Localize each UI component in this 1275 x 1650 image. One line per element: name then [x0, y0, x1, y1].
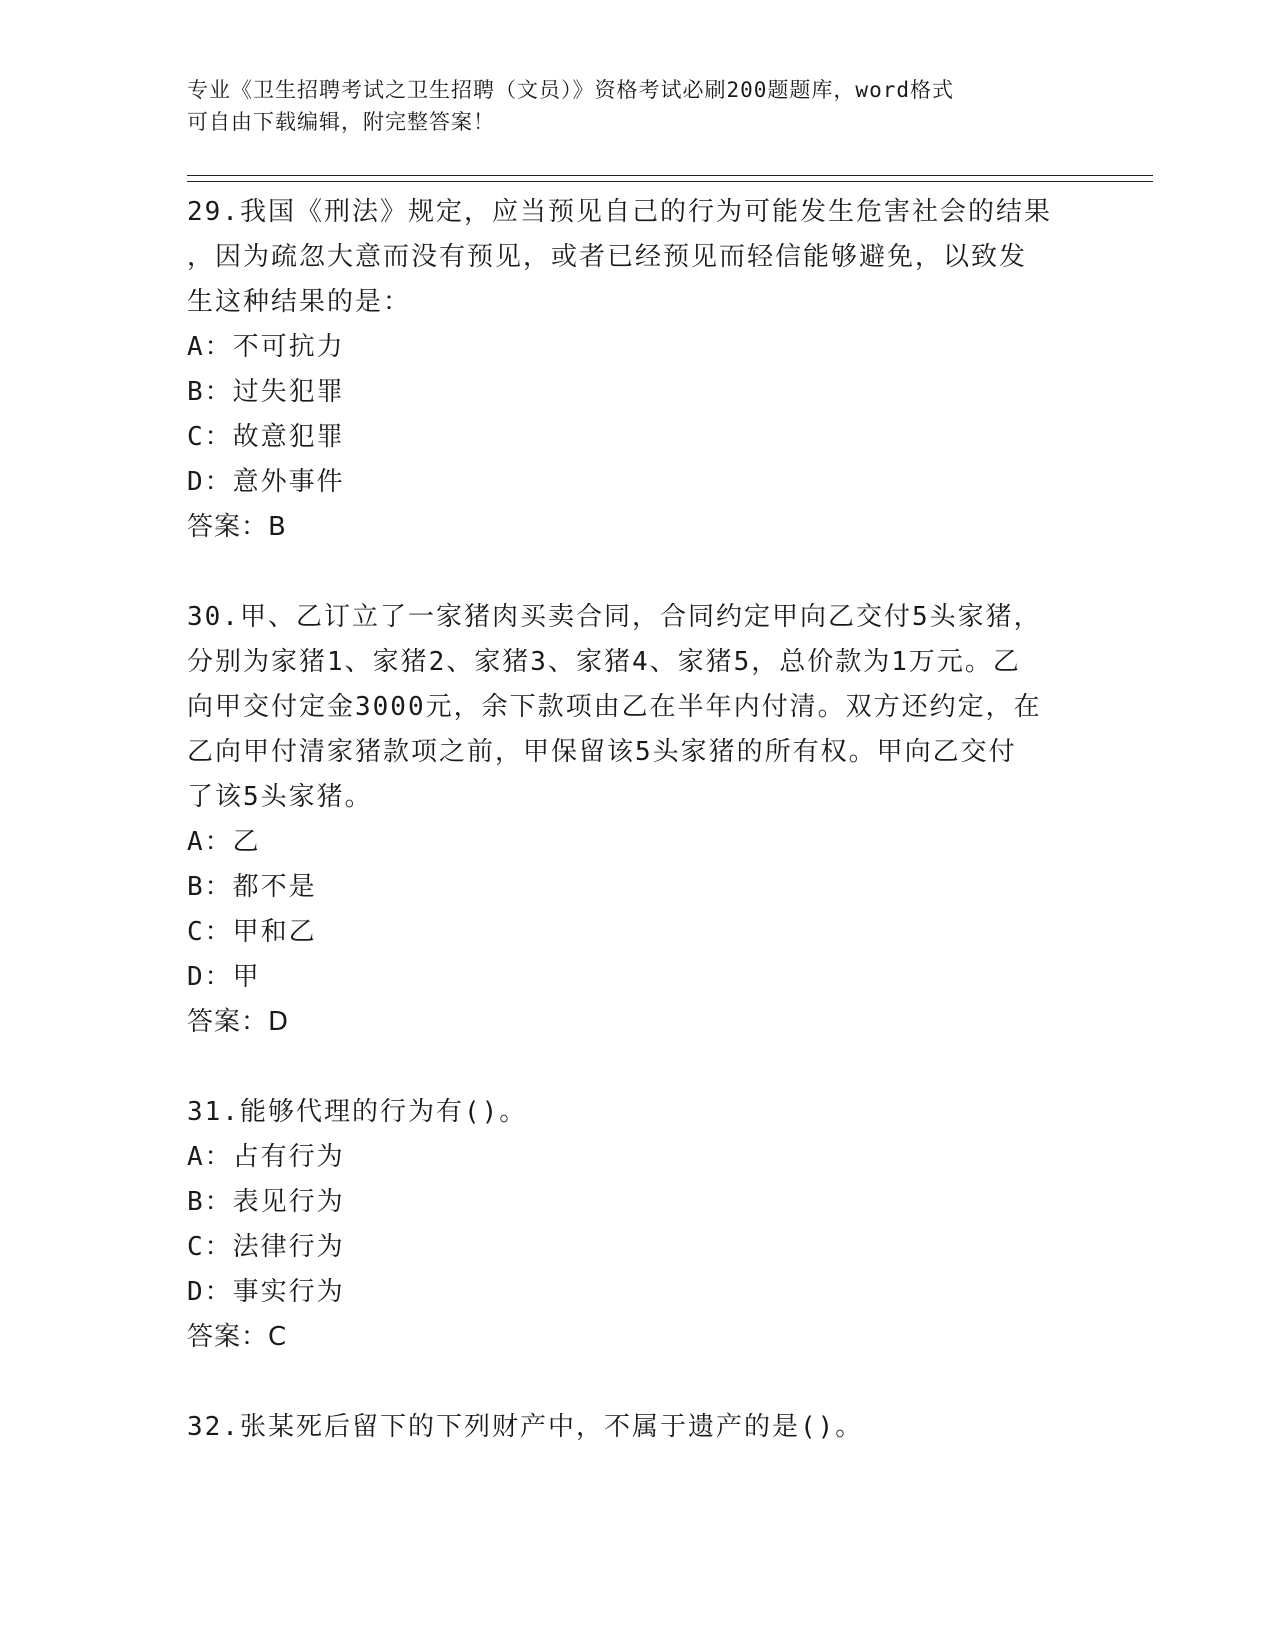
question-stem-line: 分别为家猪1、家猪2、家猪3、家猪4、家猪5，总价款为1万元。乙 [187, 647, 1021, 677]
option-b: B：表见行为 [187, 1187, 345, 1217]
header-line: 专业《卫生招聘考试之卫生招聘（文员）》资格考试必刷200题题库，word格式 [187, 78, 954, 102]
header-divider [187, 181, 1153, 182]
question-stem-line: 32.张某死后留下的下列财产中，不属于遗产的是()。 [187, 1412, 864, 1442]
option-b: B：过失犯罪 [187, 377, 345, 407]
header-line: 可自由下载编辑，附完整答案！ [187, 110, 495, 134]
question-stem-line: ，因为疏忽大意而没有预见，或者已经预见而轻信能够避免，以致发 [187, 242, 1028, 272]
answer-line: 答案：B [187, 512, 287, 542]
spacer [187, 1360, 1087, 1405]
page-header [187, 74, 1067, 138]
spacer [187, 550, 1087, 595]
option-a: A：乙 [187, 827, 261, 857]
question-31 [187, 1090, 1087, 1360]
option-c: C：故意犯罪 [187, 422, 345, 452]
question-29 [187, 190, 1087, 550]
question-stem-line: 了该5头家猪。 [187, 782, 373, 812]
question-stem-line: 31.能够代理的行为有()。 [187, 1097, 528, 1127]
spacer [187, 1045, 1087, 1090]
question-30 [187, 595, 1087, 1045]
answer-line: 答案：C [187, 1322, 288, 1352]
option-c: C：法律行为 [187, 1232, 345, 1262]
option-d: D：事实行为 [187, 1277, 345, 1307]
question-stem-line: 生这种结果的是： [187, 287, 412, 317]
question-32 [187, 1405, 1087, 1450]
question-stem-line: 乙向甲付清家猪款项之前，甲保留该5头家猪的所有权。甲向乙交付 [187, 737, 1017, 767]
question-list [187, 190, 1087, 1450]
option-a: A：不可抗力 [187, 332, 345, 362]
answer-line: 答案：D [187, 1007, 290, 1037]
option-b: B：都不是 [187, 872, 317, 902]
option-d: D：甲 [187, 962, 261, 992]
option-a: A：占有行为 [187, 1142, 345, 1172]
option-c: C：甲和乙 [187, 917, 317, 947]
option-d: D：意外事件 [187, 467, 345, 497]
header-divider [187, 175, 1153, 176]
question-stem-line: 29.我国《刑法》规定，应当预见自己的行为可能发生危害社会的结果 [187, 197, 1052, 227]
question-stem-line: 向甲交付定金3000元，余下款项由乙在半年内付清。双方还约定，在 [187, 692, 1042, 722]
question-stem-line: 30.甲、乙订立了一家猪肉买卖合同，合同约定甲向乙交付5头家猪， [187, 602, 1042, 632]
